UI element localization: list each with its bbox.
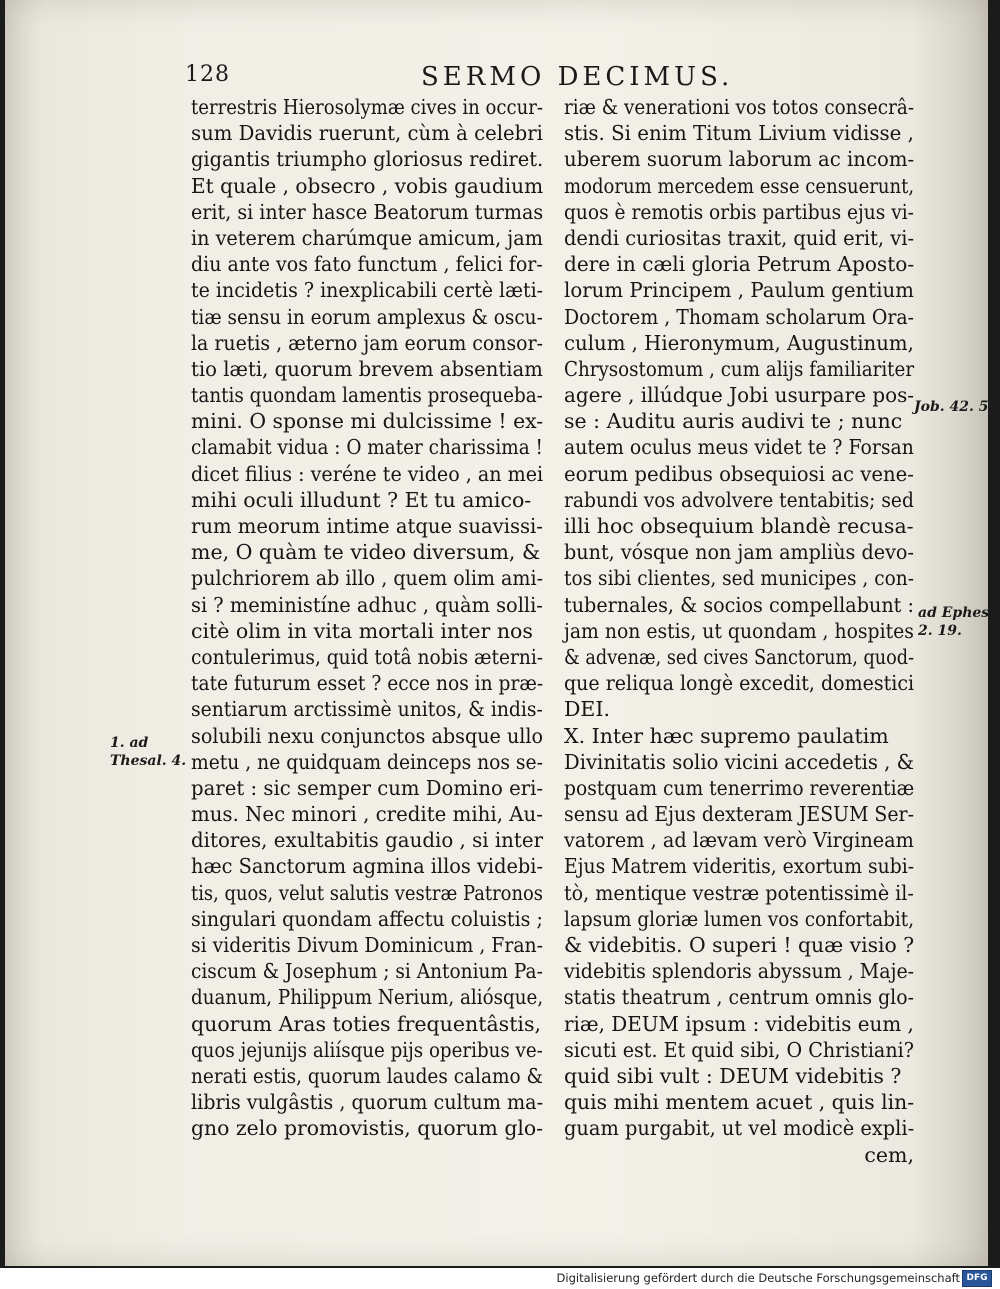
right-column-line: Chrysostomum , cum alijs familiariter bbox=[564, 356, 915, 381]
left-column-line: mini. O sponse mi dulcissime ! ex- bbox=[191, 409, 544, 434]
left-column-line: diu ante vos fato functum , felici for- bbox=[191, 252, 543, 277]
right-column-line: que reliqua longè excedit, domestici bbox=[564, 671, 915, 696]
footer-credit: Digitalisierung gefördert durch die Deutsche Forschungsgemeinschaft bbox=[556, 1271, 960, 1285]
left-text-column bbox=[191, 94, 543, 1142]
left-column-line: gigantis triumpho gloriosus rediret. bbox=[191, 147, 544, 172]
right-column-line: postquam cum tenerrimo reverentiæ bbox=[564, 775, 915, 800]
left-column-line: duanum, Philippum Nerium, aliósque, bbox=[191, 985, 544, 1010]
footer-bar bbox=[0, 1268, 1000, 1289]
right-column-line: & videbitis. O superi ! quæ visio ? bbox=[564, 933, 915, 957]
right-column-line: uberem suorum laborum ac incom- bbox=[564, 147, 915, 172]
left-column-line: clamabit vidua : O mater charissima ! bbox=[191, 435, 543, 460]
right-column-line: quid sibi vult : DEUM videbitis ? bbox=[564, 1063, 902, 1088]
page-header bbox=[185, 62, 945, 92]
right-column-line: tos sibi clientes, sed municipes , con- bbox=[564, 566, 915, 591]
left-column-line: mihi oculi illudunt ? Et tu amico- bbox=[191, 487, 532, 512]
right-column-line: X. Inter hæc supremo paulatim bbox=[564, 723, 889, 748]
left-column-line: tiæ sensu in eorum amplexus & oscu- bbox=[191, 304, 543, 329]
right-column-line: dendi curiositas traxit, quid erit, vi- bbox=[564, 225, 915, 250]
right-text-column bbox=[564, 94, 914, 1168]
left-column-line: si ? meministíne adhuc , quàm solli- bbox=[191, 592, 543, 617]
right-column-line: agere , illúdque Jobi usurpare pos- bbox=[564, 383, 915, 408]
right-column-line: autem oculus meus videt te ? Forsan bbox=[564, 435, 914, 460]
left-column-line: nerati estis, quorum laudes calamo & bbox=[191, 1063, 543, 1088]
right-column-line: Ejus Matrem videritis, exortum subi- bbox=[564, 854, 915, 879]
right-column-line: lapsum gloriæ lumen vos confortabit, bbox=[564, 906, 915, 931]
right-column-line: lorum Principem , Paulum gentium bbox=[564, 278, 914, 303]
right-column-line: riæ, DEUM ipsum : videbitis eum , bbox=[564, 1011, 914, 1036]
right-column-line: videbitis splendoris abyssum , Maje- bbox=[564, 959, 915, 984]
margin-note-ephesians: ad Ephes. 2. 19. bbox=[918, 605, 995, 639]
right-column-line: Doctorem , Thomam scholarum Ora- bbox=[564, 304, 915, 329]
left-column-line: dicet filius : veréne te video , an mei bbox=[191, 461, 544, 486]
left-column-line: mus. Nec minori , credite mihi, Au- bbox=[191, 802, 543, 827]
left-column-line: gno zelo promovistis, quorum glo- bbox=[191, 1116, 544, 1141]
right-column-line: riæ & venerationi vos totos consecrâ- bbox=[564, 95, 915, 119]
right-column-line: quos è remotis orbis partibus ejus vi- bbox=[564, 199, 914, 224]
right-column-line: sensu ad Ejus dexteram JESUM Ser- bbox=[564, 802, 914, 827]
left-column-line: contulerimus, quid totâ nobis æterni- bbox=[191, 644, 544, 669]
left-column-line: citè olim in vita mortali inter nos bbox=[191, 618, 533, 643]
margin-note-job: Job. 42. 5. bbox=[914, 399, 994, 415]
right-column-line: se : Auditu auris audivi te ; nunc bbox=[564, 409, 903, 434]
left-column-line: me, O quàm te video diversum, & bbox=[191, 540, 541, 565]
right-column-line: rabundi vos advolvere tentabitis; sed bbox=[564, 487, 914, 512]
right-column-line: stis. Si enim Titum Livium vidisse , bbox=[564, 121, 914, 146]
running-head: SERMO DECIMUS. bbox=[421, 62, 734, 92]
right-column-line: modorum mercedem esse censuerunt, bbox=[564, 173, 915, 198]
right-column-line: vatorem , ad lævam verò Virgineam bbox=[564, 828, 914, 853]
right-column-line: quis mihi mentem acuet , quis lin- bbox=[564, 1090, 915, 1115]
left-column-line: ditores, exultabitis gaudio , si inter bbox=[191, 828, 544, 853]
left-column-line: Et quale , obsecro , vobis gaudium bbox=[191, 173, 544, 198]
left-column-line: libris vulgâstis , quorum cultum ma- bbox=[191, 1090, 544, 1115]
right-column-line: bunt, vósque non jam ampliùs devo- bbox=[564, 540, 914, 565]
left-column-line: terrestris Hierosolymæ cives in occur- bbox=[191, 95, 543, 119]
right-column-line: eorum pedibus obsequiosi ac vene- bbox=[564, 461, 914, 486]
right-column-line: cem, bbox=[864, 1142, 914, 1167]
right-column-line: guam purgabit, ut vel modicè expli- bbox=[564, 1116, 915, 1141]
left-column-line: hæc Sanctorum agmina illos videbi- bbox=[191, 854, 544, 879]
left-column-line: sum Davidis ruerunt, cùm à celebri bbox=[191, 121, 543, 146]
left-column-line: pulchriorem ab illo , quem olim ami- bbox=[191, 566, 544, 591]
left-column-line: erit, si inter hasce Beatorum turmas bbox=[191, 199, 544, 224]
right-column-line: illi hoc obsequium blandè recusa- bbox=[564, 514, 914, 538]
right-column-line: sicuti est. Et quid sibi, O Christiani? bbox=[564, 1037, 914, 1062]
left-column-line: sentiarum arctissimè unitos, & indis- bbox=[191, 697, 543, 722]
left-column-line: solubili nexu conjunctos absque ullo bbox=[191, 723, 544, 748]
left-column-line: ciscum & Josephum ; si Antonium Pa- bbox=[191, 959, 543, 984]
right-column-line: tubernales, & socios compellabunt : bbox=[564, 592, 914, 617]
right-column-line: culum , Hieronymum, Augustinum, bbox=[564, 330, 914, 355]
left-column-line: quos jejunijs aliísque pijs operibus ve- bbox=[191, 1037, 543, 1062]
left-column-line: paret : sic semper cum Domino eri- bbox=[191, 775, 544, 800]
left-column-line: si videritis Divum Dominicum , Fran- bbox=[191, 933, 544, 957]
right-column-line: dere in cæli gloria Petrum Aposto- bbox=[564, 252, 915, 277]
right-column-line: jam non estis, ut quondam , hospites bbox=[564, 618, 914, 643]
left-column-line: la ruetis , æterno jam eorum consor- bbox=[191, 330, 544, 355]
left-column-line: tio læti, quorum brevem absentiam bbox=[191, 356, 543, 381]
dfg-logo-icon: DFG bbox=[962, 1270, 992, 1287]
left-column-line: tantis quondam lamentis prosequeba- bbox=[191, 383, 543, 408]
left-column-line: quorum Aras toties frequentâstis, bbox=[191, 1011, 542, 1036]
left-column-line: metu , ne quidquam deinceps nos se- bbox=[191, 749, 543, 774]
page-number: 128 bbox=[185, 62, 230, 87]
left-column-line: tate futurum esset ? ecce nos in præ- bbox=[191, 671, 544, 696]
book-page bbox=[5, 0, 988, 1266]
right-column-line: & advenæ, sed cives Sanctorum, quod- bbox=[564, 644, 915, 669]
margin-note-thessalonians: 1. ad Thesal. 4. bbox=[110, 735, 187, 769]
left-column-line: rum meorum intime atque suavissi- bbox=[191, 514, 543, 538]
right-column-line: tò, mentique vestræ potentissimè il- bbox=[564, 880, 914, 905]
right-column-line: Divinitatis solio vicini accedetis , & bbox=[564, 749, 915, 774]
left-column-line: in veterem charúmque amicum, jam bbox=[191, 225, 543, 250]
right-column-line: DEI. bbox=[564, 697, 611, 722]
left-column-line: singulari quondam affectu coluistis ; bbox=[191, 906, 543, 931]
left-column-line: te incidetis ? inexplicabili certè læti- bbox=[191, 278, 544, 303]
right-column-line: statis theatrum , centrum omnis glo- bbox=[564, 985, 914, 1010]
left-column-line: tis, quos, velut salutis vestræ Patronos bbox=[191, 880, 543, 905]
